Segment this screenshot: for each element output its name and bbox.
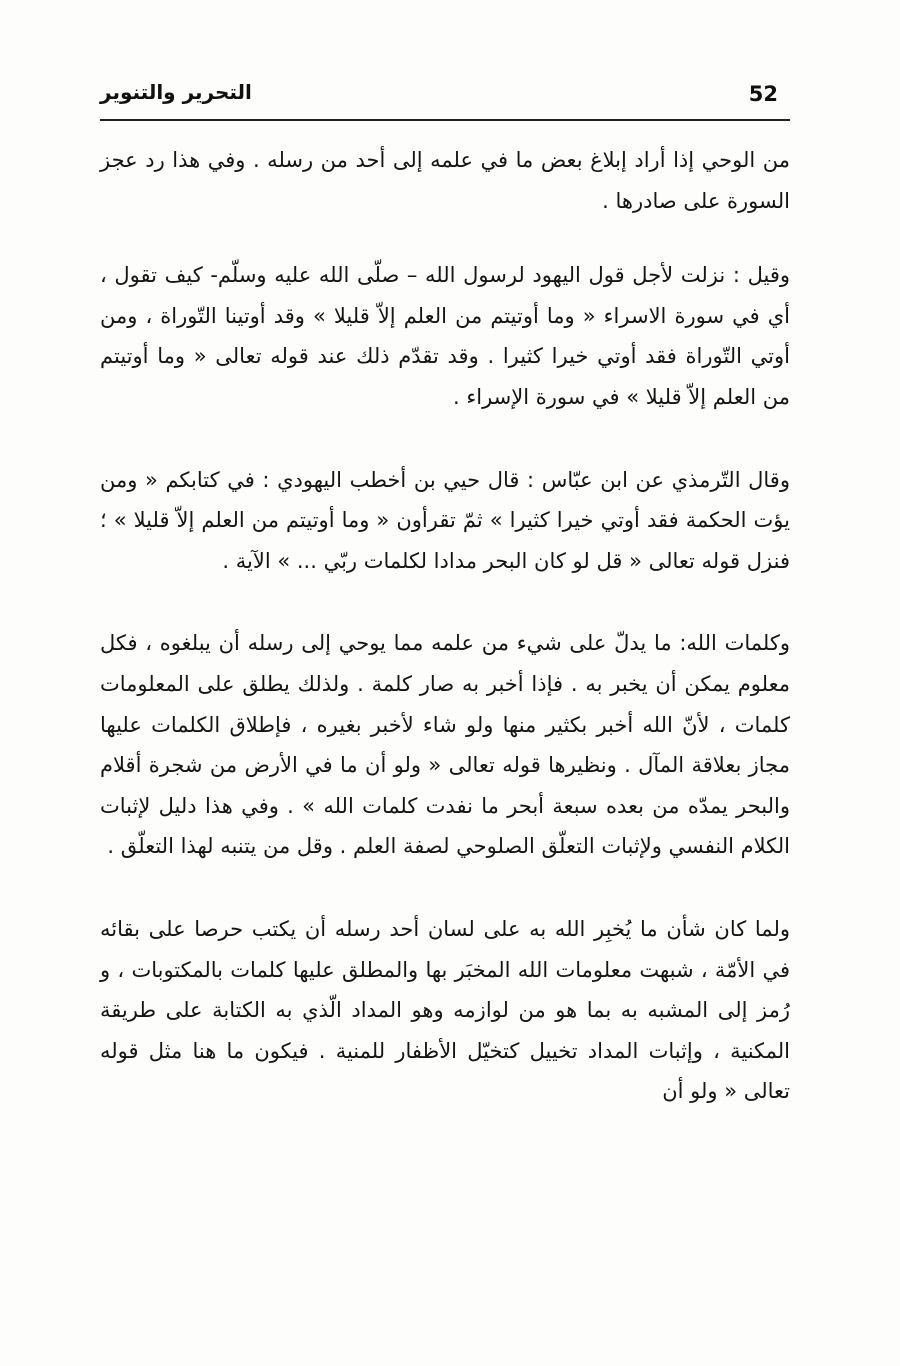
running-title: التحرير والتنوير <box>100 80 252 104</box>
page-header <box>100 80 790 112</box>
paragraph: ولما كان شأن ما يُخبِر الله به على لسان أحد رسله أن يكتب حرصا على بقائه في الأمّة ، شبهت معلومات الله المخبَر بها والمطلق عليها كلمات بالمكتوبات ، و رُمز إلى المشبه به بما هو من لوازمه وهو المداد الّذي به الكتابة على طريقة المكنية ، وإثبات المداد تخييل كتخيّل الأظفار للمنية . فيكون ما هنا مثل قوله تعالى « ولو أن <box>100 916 790 1104</box>
page-number: 52 <box>748 82 778 106</box>
header-divider <box>100 119 790 121</box>
paragraph: وكلمات الله: ما يدلّ على شيء من علمه مما يوحي إلى رسله أن يبلغوه ، فكل معلوم يمكن أن يخبر به . فإذا أخبر به صار كلمة . ولذلك يطلق على المعلومات كلمات ، لأنّ الله أخبر بكثير منها ولو شاء لأخبر بغيره ، فإطلاق الكلمات عليها مجاز بعلاقة المآل . ونظيرها قوله تعالى « ولو أن ما في الأرض من شجرة أقلام والبحر يمدّه من بعده سبعة أبحر ما نفدت كلمات الله » . وفي هذا دليل لإثبات الكلام النفسي ولإثبات التعلّق الصلوحي لصفة العلم . وقل من يتنبه لهذا التعلّق . <box>100 631 790 859</box>
page-body <box>100 140 790 1154</box>
paragraph: وقال التّرمذي عن ابن عبّاس : قال حيي بن أخطب اليهودي : في كتابكم « ومن يؤت الحكمة فقد أوتي خيرا كثيرا » ثمّ تقرأون « وما أوتيتم من العلم إلاّ قليلا » ؛ فنزل قوله تعالى « قل لو كان البحر مدادا لكلمات ربّي ... » الآية . <box>100 467 790 573</box>
paragraph: من الوحي إذا أراد إبلاغ بعض ما في علمه إلى أحد من رسله . وفي هذا رد عجز السورة على صادرها . <box>100 148 790 213</box>
paragraph: وقيل : نزلت لأجل قول اليهود لرسول الله – صلّى الله عليه وسلّم- كيف تقول ، أي في سورة الاسراء « وما أوتيتم من العلم إلاّ قليلا » وقد أوتينا التّوراة ، ومن أوتي التّوراة فقد أوتي خيرا كثيرا . وقد تقدّم ذلك عند قوله تعالى « وما أوتيتم من العلم إلاّ قليلا » في سورة الإسراء . <box>100 263 790 409</box>
